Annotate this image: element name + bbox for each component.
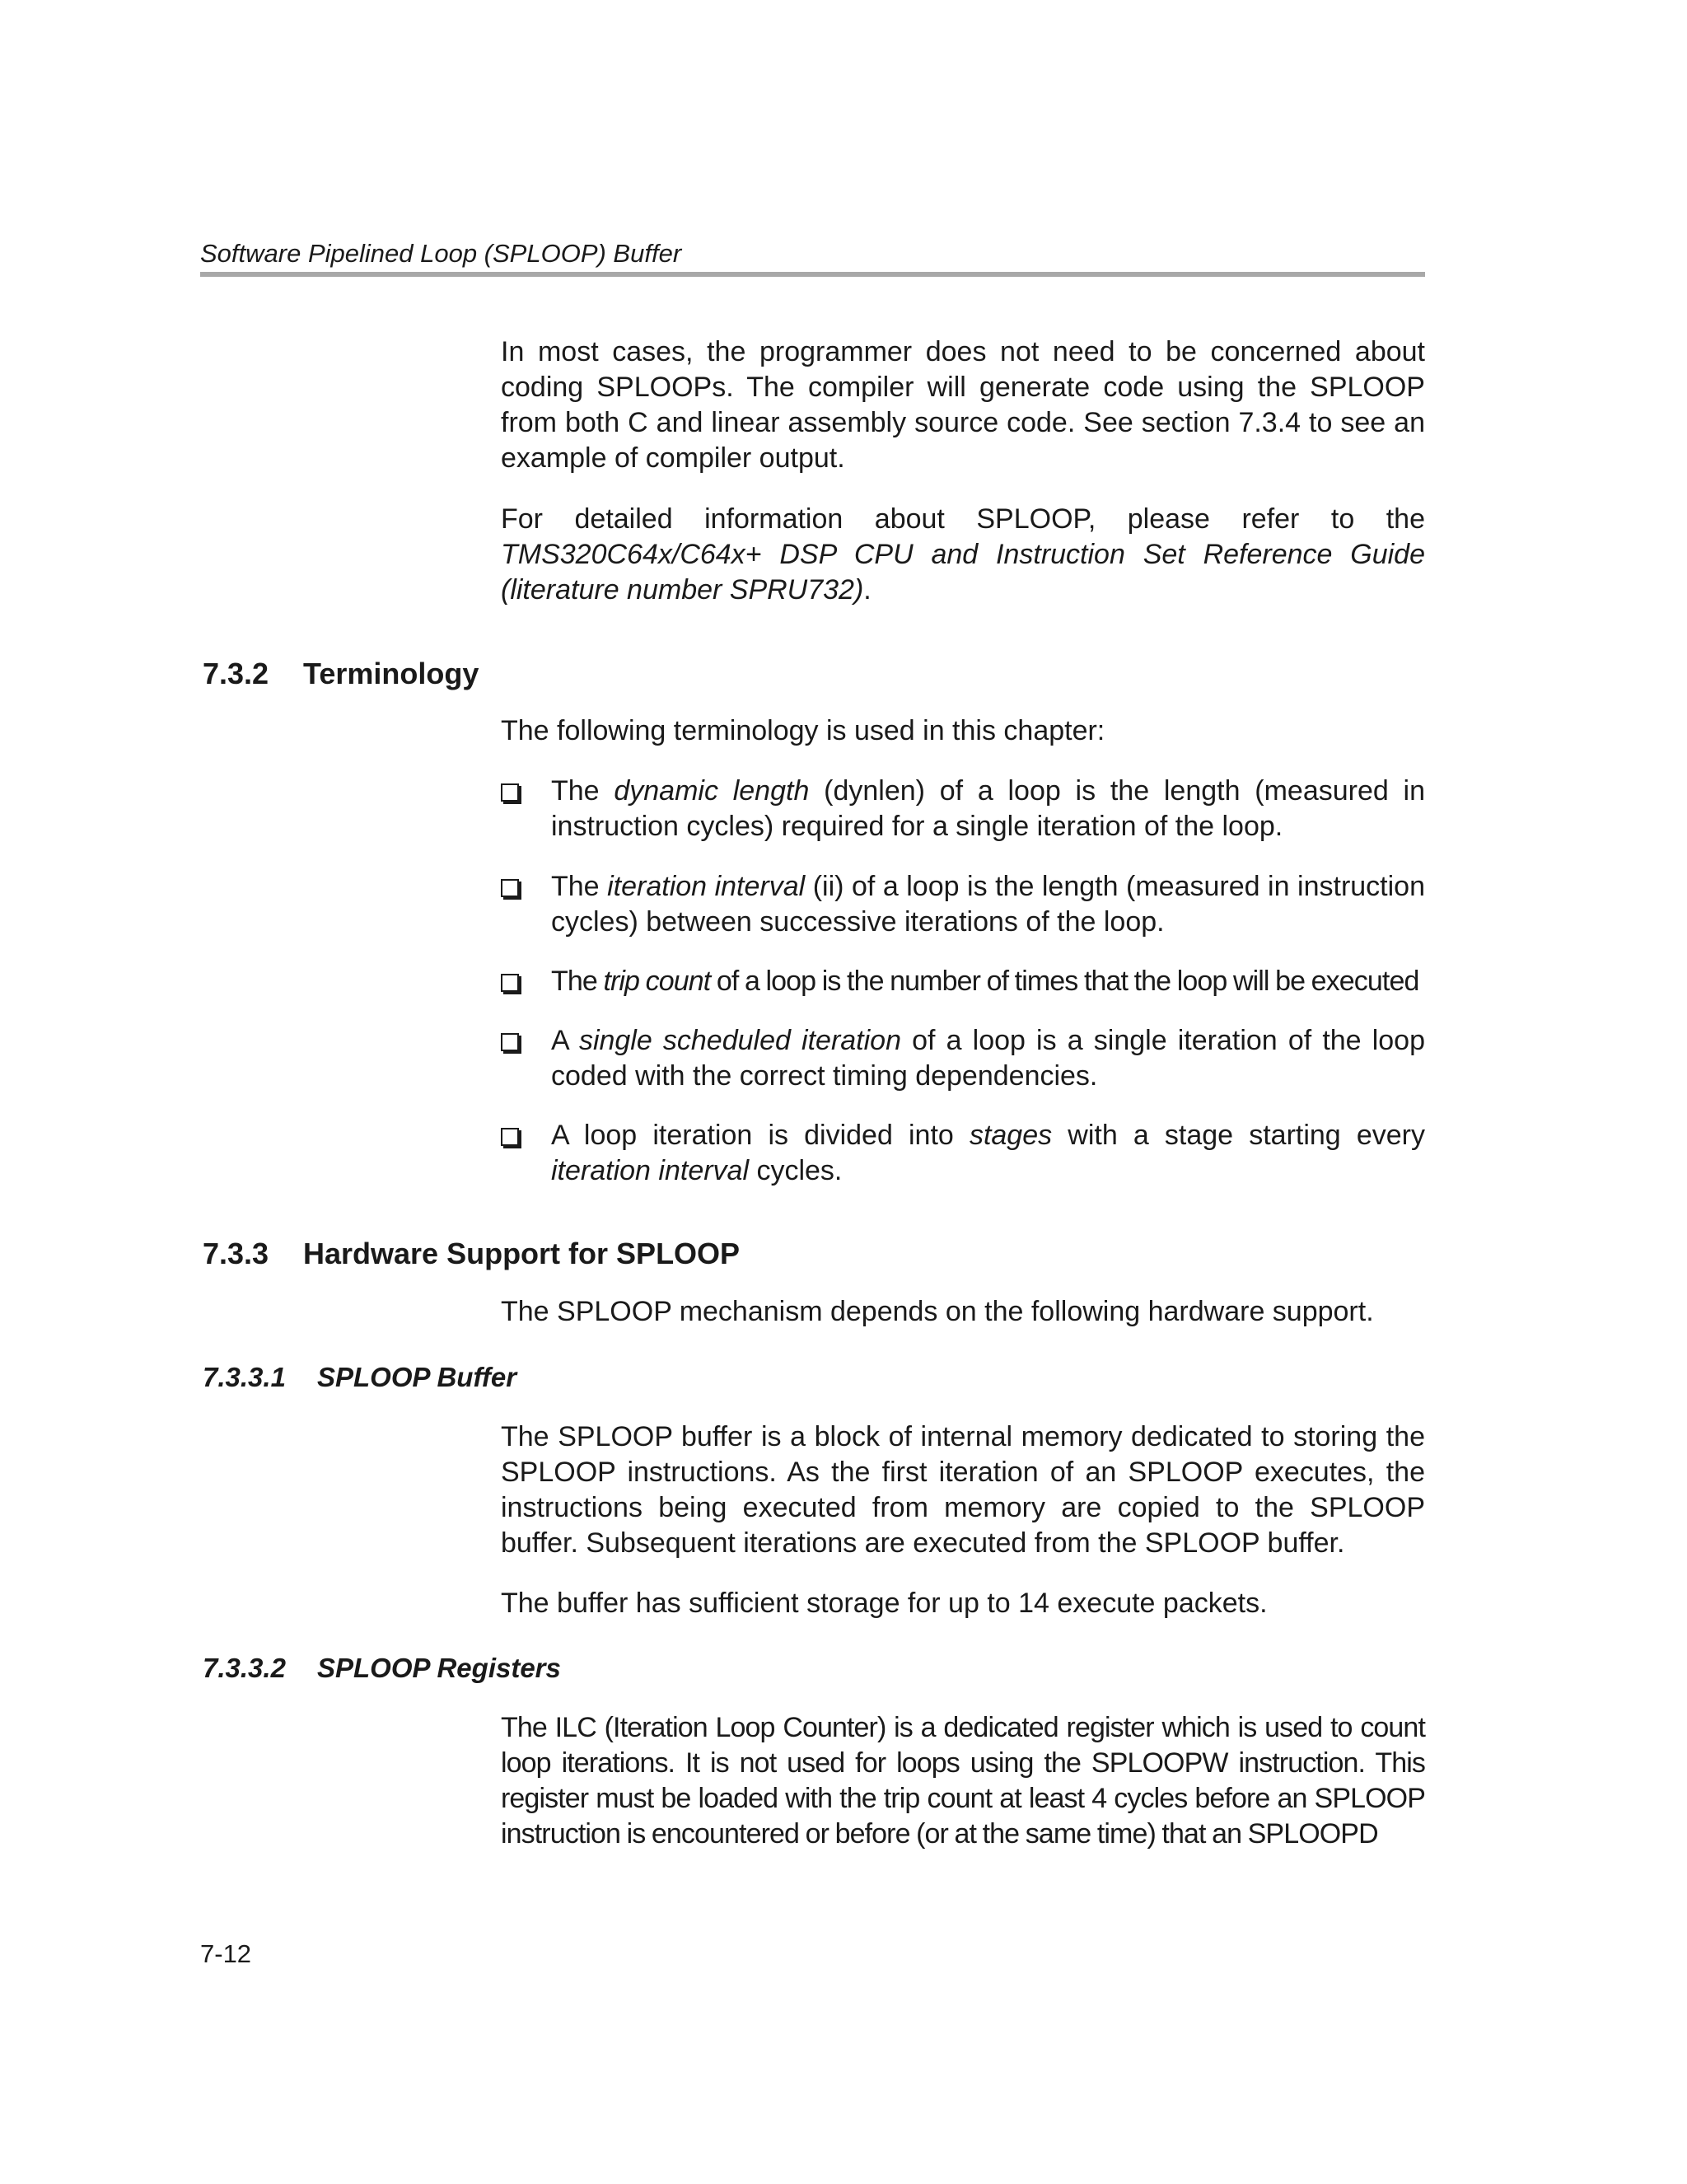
checkbox-bullet-icon <box>501 1033 519 1051</box>
bullet-text-post: of a loop is a single iteration of the loop coded with the correct timing dependencies. <box>551 1025 1425 1092</box>
bullet-text-post: of a loop is the number of times that the loop will be executed <box>710 966 1419 997</box>
list-item <box>501 1118 1425 1189</box>
section-title: SPLOOP Registers <box>317 1653 561 1683</box>
section-title: Terminology <box>303 657 479 690</box>
section-number: 7.3.3 <box>203 1237 269 1270</box>
section-heading-7-3-2 <box>203 656 479 692</box>
page-number: 7-12 <box>200 1939 252 1968</box>
section-number: 7.3.3.1 <box>203 1362 286 1392</box>
checkbox-bullet-icon <box>501 879 519 897</box>
list-item <box>501 774 1425 844</box>
bullet-text-post: (ii) of a loop is the length (measured in instruction cycles) between successive iterations of the loop. <box>551 871 1425 938</box>
term-stages: stages <box>969 1120 1053 1151</box>
bullet-text-pre: The <box>551 775 615 807</box>
bullet-text-pre: A <box>551 1025 579 1056</box>
hardware-support-intro: The SPLOOP mechanism depends on the following hardware support. <box>501 1296 1374 1327</box>
intro-p2-suffix: . <box>863 574 872 606</box>
bullet-text-pre: A loop iteration is divided into <box>551 1120 970 1151</box>
running-header: Software Pipelined Loop (SPLOOP) Buffer <box>200 239 682 268</box>
section-title: SPLOOP Buffer <box>317 1362 517 1392</box>
terminology-intro: The following terminology is used in this chapter: <box>501 715 1105 746</box>
intro-p2-prefix: For detailed information about SPLOOP, please refer to the <box>501 503 1425 535</box>
bullet-text-post: (dynlen) of a loop is the length (measured in instruction cycles) required for a single iteration of the loop. <box>551 775 1425 842</box>
bullet-text-mid: with a stage starting every <box>1052 1120 1425 1151</box>
term-iteration-interval: iteration interval <box>551 1155 750 1186</box>
list-item <box>501 869 1425 940</box>
section-number: 7.3.2 <box>203 657 269 690</box>
term-iteration-interval: iteration interval <box>607 871 806 902</box>
term-single-scheduled-iteration: single scheduled iteration <box>578 1025 901 1056</box>
section-title: Hardware Support for SPLOOP <box>303 1237 741 1270</box>
checkbox-bullet-icon <box>501 1128 519 1146</box>
sploop-buffer-paragraph-1: The SPLOOP buffer is a block of internal memory dedicated to storing the SPLOOP instructions. As the first iteration of an SPLOOP executes, the instructions being executed from memory are copied to the SPLOOP buffer. Subsequent iterations are executed from the SPLOOP buffer. <box>501 1421 1425 1559</box>
sploop-registers-paragraph: The ILC (Iteration Loop Counter) is a dedicated register which is used to count loop iterations. It is not used for loops using the SPLOOPW instruction. This register must be loaded with the trip count at least 4 cycles before an SPLOOP instruction is encountered or before (or at the same time) that an SPLOOPD <box>501 1712 1425 1850</box>
section-number: 7.3.3.2 <box>203 1653 286 1683</box>
intro-paragraph-1: In most cases, the programmer does not need to be concerned about coding SPLOOPs. The compiler will generate code using the SPLOOP from both C and linear assembly source code. See section 7.3.4 to see an example of compiler output. <box>501 336 1425 474</box>
bullet-text-pre: The <box>551 966 604 997</box>
checkbox-bullet-icon <box>501 783 519 802</box>
section-heading-7-3-3-2 <box>203 1651 561 1686</box>
intro-paragraph-2 <box>501 502 1425 608</box>
term-trip-count: trip count <box>603 966 711 997</box>
list-item <box>501 1023 1425 1094</box>
sploop-buffer-paragraph-2: The buffer has sufficient storage for up to 14 execute packets. <box>501 1588 1268 1619</box>
bullet-text-post: cycles. <box>749 1155 843 1186</box>
section-heading-7-3-3-1 <box>203 1360 516 1395</box>
list-item <box>501 964 1425 999</box>
term-dynamic-length: dynamic length <box>614 775 810 807</box>
reference-guide-title: TMS320C64x/C64x+ DSP CPU and Instruction Set Reference Guide (literature number SPRU732) <box>501 539 1425 606</box>
checkbox-bullet-icon <box>501 974 519 992</box>
header-rule <box>200 272 1425 277</box>
section-heading-7-3-3 <box>203 1236 740 1272</box>
bullet-text-pre: The <box>551 871 608 902</box>
